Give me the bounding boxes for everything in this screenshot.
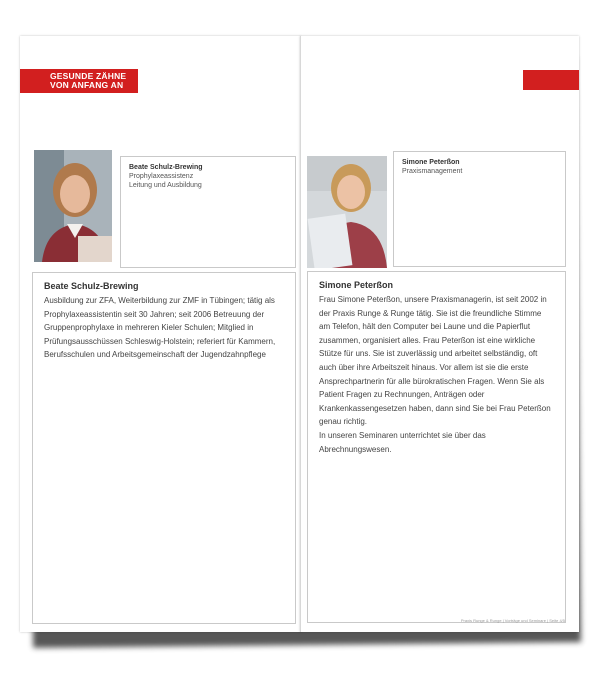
right-page	[300, 36, 579, 632]
brand-line-1: GESUNDE ZÄHNE	[50, 71, 127, 81]
brand-banner	[20, 69, 138, 93]
bio-title: Beate Schulz-Brewing	[44, 281, 139, 291]
name-card-right	[393, 151, 566, 267]
name-card-left	[120, 156, 296, 268]
card-role: Leitung und Ausbildung	[129, 182, 202, 189]
bio-text: Frau Simone Peterßon, unsere Praxismanagerin, ist seit 2002 in der Praxis Runge & Runge tätig. Sie ist die freundliche Stimme am Telefon, hält den Computer bei Laune und die Papierflut zusammen, organisiert alles. Frau Peterßon ist eine wirkliche Stütze für uns. Sie ist zuverlässig und arbeitet selbständig, oft auch über ihre Arbeitszeit hinaus. Vor allem ist sie die erste Ansprechpartnerin für alle bürokratischen Fragen. Wenn Sie als Patient Fragen zu Rechnungen, Anträgen oder Krankenkassengesetzen haben, dann sind Sie bei Frau Peterßon genau richtig.	[319, 295, 551, 427]
bio-box-left	[32, 272, 296, 624]
card-name: Beate Schulz-Brewing	[129, 164, 203, 171]
accent-bar	[523, 70, 579, 90]
bio-text-2: In unseren Seminaren unterrichtet sie über das Abrechnungswesen.	[319, 430, 486, 454]
card-role: Prophylaxeassistenz	[129, 173, 194, 180]
bio-text: Ausbildung zur ZFA, Weiterbildung zur ZMF in Tübingen; tätig als Prophylaxeassistentin seit 30 Jahren; seit 2006 Betreuung der Gruppenprophylaxe in mehreren Kieler Schulen; Mitglied in Prüfungsausschüssen Schleswig-Holstein; referiert für Kammern, Berufsschulen und Arbeitsgemeinschaft der Jugendzahnpflege	[44, 296, 276, 360]
brand-line-2: VON ANFANG AN	[50, 80, 124, 90]
portrait-photo-left	[34, 150, 112, 262]
card-role: Praxismanagement	[402, 168, 463, 175]
card-name: Simone Peterßon	[402, 159, 460, 166]
page-footer: Praxis Runge & Runge | Vorträge und Seminare | Seite 4/5	[460, 618, 565, 623]
portrait-photo-right	[307, 156, 387, 268]
bio-title: Simone Peterßon	[319, 280, 394, 290]
left-page	[20, 36, 301, 632]
bio-box-right	[307, 271, 566, 623]
